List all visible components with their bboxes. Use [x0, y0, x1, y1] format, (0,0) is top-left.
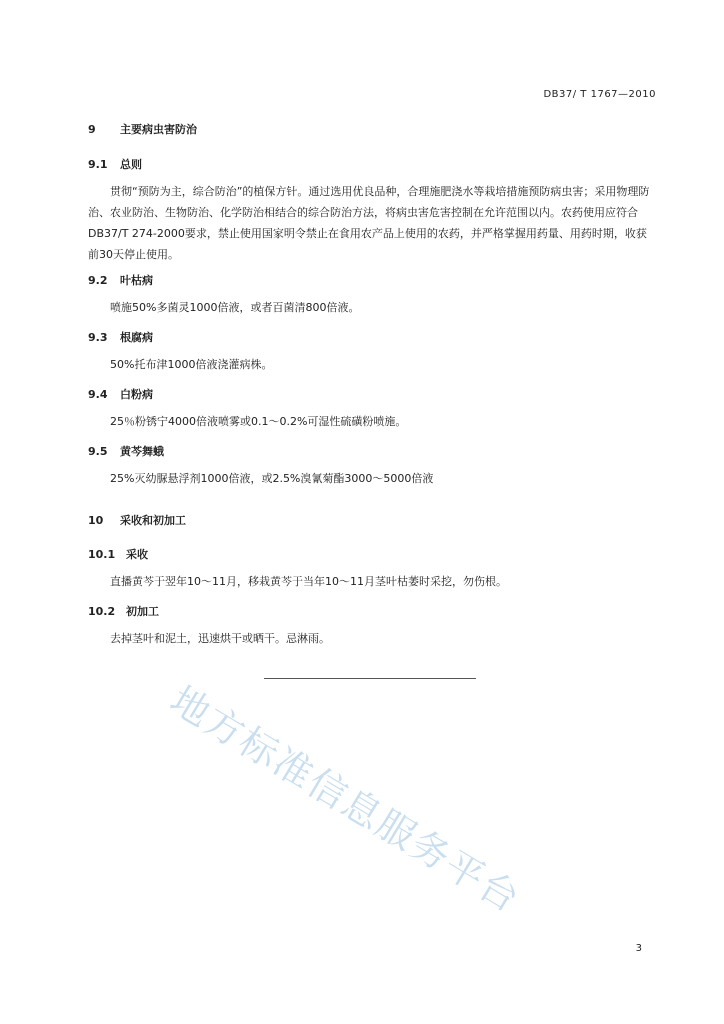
section-number: 9	[88, 123, 96, 136]
paragraph-powdery-mildew: 25％粉锈宁4000倍液喷雾或0.1～0.2%可湿性硫磺粉喷施。	[110, 415, 407, 428]
section-number: 9.1	[88, 158, 108, 171]
section-title: 白粉病	[120, 388, 153, 401]
section-number: 10	[88, 514, 104, 527]
section-number: 10.2	[88, 605, 116, 618]
section-title: 根腐病	[120, 331, 153, 344]
section-title: 采收	[126, 548, 148, 561]
section-heading-9-5	[88, 443, 164, 459]
section-number: 9.5	[88, 445, 108, 458]
end-rule-divider	[264, 678, 476, 679]
paragraph-root-rot: 50%托布津1000倍液浇灌病株。	[110, 358, 273, 371]
section-title: 叶枯病	[120, 274, 153, 287]
paragraph-moth: 25%灭幼脲悬浮剂1000倍液，或2.5%溴氰菊酯3000～5000倍液	[110, 472, 434, 485]
paragraph-leaf-blight: 喷施50%多菌灵1000倍液，或者百菌清800倍液。	[110, 301, 360, 314]
paragraph-general: 贯彻“预防为主，综合防治”的植保方针。通过选用优良品种，合理施肥浇水等栽培措施预防病虫害；采用物理防治、农业防治、生物防治、化学防治相结合的综合防治方法，将病虫害危害控制在允许范围以内。农药使用应符合DB37/T 274-2000要求，禁止使用国家明令禁止在食用农产品上使用的农药，并严格掌握用药量、用药时期，收获前30天停止使用。	[88, 185, 650, 261]
watermark: 地方标准信息服务平台	[162, 677, 529, 922]
section-title: 总则	[120, 158, 142, 171]
section-number: 9.4	[88, 388, 108, 401]
paragraph-processing: 去掉茎叶和泥土，迅速烘干或晒干。忌淋雨。	[110, 632, 330, 645]
section-heading-10-2	[88, 603, 159, 619]
standard-code-header: DB37/ T 1767—2010	[543, 89, 656, 100]
section-heading-9-2	[88, 272, 153, 288]
page-number: 3	[635, 943, 642, 954]
section-heading-9	[88, 121, 197, 137]
section-heading-9-3	[88, 329, 153, 345]
section-title: 初加工	[126, 605, 159, 618]
section-title: 主要病虫害防治	[120, 123, 197, 136]
section-title: 采收和初加工	[120, 514, 186, 527]
section-heading-9-4	[88, 386, 153, 402]
paragraph-harvest: 直播黄芩于翌年10～11月，移栽黄芩于当年10～11月茎叶枯萎时采挖，勿伤根。	[110, 575, 507, 588]
section-heading-10-1	[88, 546, 148, 562]
section-number: 9.3	[88, 331, 108, 344]
section-number: 10.1	[88, 548, 116, 561]
section-heading-9-1	[88, 156, 142, 172]
section-heading-10	[88, 512, 186, 528]
section-title: 黄芩舞蛾	[120, 445, 164, 458]
section-number: 9.2	[88, 274, 108, 287]
